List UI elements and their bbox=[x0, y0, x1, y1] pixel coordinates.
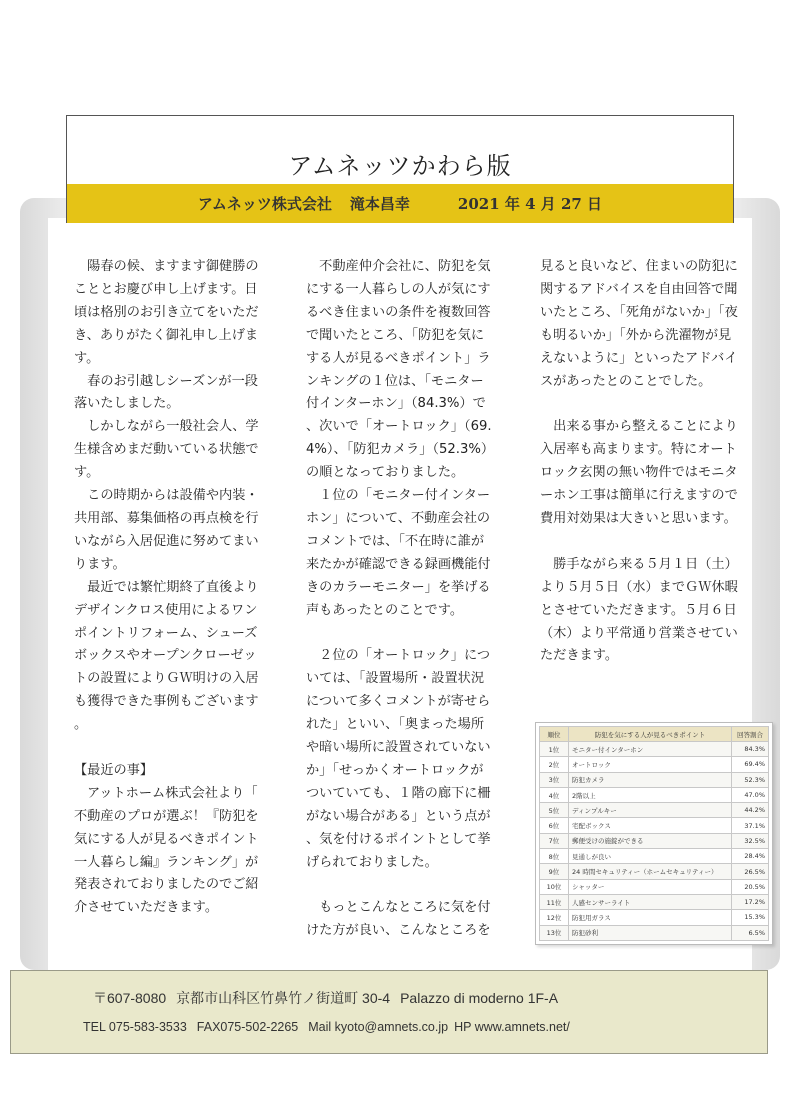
percent-cell: 47.0% bbox=[732, 787, 769, 802]
rank-cell: 5位 bbox=[540, 803, 569, 818]
rank-cell: 3位 bbox=[540, 772, 569, 787]
percent-cell: 69.4% bbox=[732, 757, 769, 772]
fax-number: FAX075-502-2265 bbox=[196, 1020, 299, 1034]
paragraph: この時期からは設備や内装・共用部、募集価格の再点検を行いながら入居促進に努めてまいります。 bbox=[74, 488, 259, 572]
rank-cell: 6位 bbox=[540, 818, 569, 833]
article-column-2 bbox=[306, 256, 496, 943]
paragraph: 勝手ながら来る５月１日（土）より５月５日（水）までＧＷ休暇とさせていただきます。５月６日（木）より平常通り営業させていただきます。 bbox=[540, 556, 738, 664]
rank-cell: 1位 bbox=[540, 742, 569, 757]
rank-cell: 12位 bbox=[540, 910, 569, 925]
table-row bbox=[540, 864, 769, 879]
ranking-body bbox=[540, 742, 769, 941]
article-column-1 bbox=[74, 256, 268, 920]
website-link[interactable]: HP www.amnets.net/ bbox=[454, 1020, 570, 1034]
author-band bbox=[67, 184, 733, 223]
table-row bbox=[540, 757, 769, 772]
author-name: 滝本昌幸 bbox=[349, 195, 410, 213]
blank-line bbox=[540, 393, 740, 416]
table-row bbox=[540, 742, 769, 757]
rank-cell: 11位 bbox=[540, 894, 569, 909]
table-row bbox=[540, 787, 769, 802]
paragraph: 陽春の候、ますます御健勝のこととお慶び申し上げます。日頃は格別のお引き立てをいただき、ありがたく御礼申し上げます。 bbox=[74, 259, 259, 366]
rank-cell: 4位 bbox=[540, 787, 569, 802]
header-rank: 順位 bbox=[540, 727, 569, 742]
header-point: 防犯を気にする人が見るべきポイント bbox=[569, 727, 732, 742]
point-cell: ディンプルキー bbox=[569, 803, 732, 818]
table-row bbox=[540, 772, 769, 787]
rank-cell: 8位 bbox=[540, 849, 569, 864]
issue-date: 2021 年 4 月 27 日 bbox=[457, 195, 603, 213]
section-heading: 【最近の事】 bbox=[74, 762, 154, 778]
blank-line bbox=[306, 623, 496, 646]
table-row bbox=[540, 879, 769, 894]
percent-cell: 28.4% bbox=[732, 849, 769, 864]
company-name: アムネッツ株式会社 bbox=[197, 195, 332, 213]
point-cell: 2階以上 bbox=[569, 787, 732, 802]
paragraph: １位の「モニター付インターホン」について、不動産会社のコメントでは、「不在時に誰が来たかが確認できる録画機能付きのカラーモニター」を挙げる声もあったとのことです。 bbox=[306, 488, 491, 618]
percent-cell: 37.1% bbox=[732, 818, 769, 833]
paragraph: 見ると良いなど、住まいの防犯に関するアドバイスを自由回答で聞いたところ、「死角がないか」「夜も明るいか」「外から洗濯物が見えないように」といったアドバイスがあったとのことでした。 bbox=[540, 259, 738, 389]
point-cell: 防犯用ガラス bbox=[569, 910, 732, 925]
percent-cell: 84.3% bbox=[732, 742, 769, 757]
table-row bbox=[540, 818, 769, 833]
point-cell: 防犯砂利 bbox=[569, 925, 732, 940]
newsletter-header bbox=[66, 115, 734, 223]
point-cell: シャッター bbox=[569, 879, 732, 894]
article-column-3 bbox=[540, 256, 740, 668]
street-address: 京都市山科区竹鼻竹ノ街道町 30-4 bbox=[176, 990, 391, 1006]
paragraph: もっとこんなところに気を付けた方が良い、こんなところを bbox=[306, 900, 491, 939]
blank-line bbox=[74, 737, 268, 760]
ranking-table-image bbox=[535, 722, 773, 945]
rank-cell: 2位 bbox=[540, 757, 569, 772]
point-cell: 人感センサーライト bbox=[569, 894, 732, 909]
paragraph: しかしながら一般社会人、学生様含めまだ動いている状態です。 bbox=[74, 419, 259, 481]
paragraph: ２位の「オートロック」については、「設置場所・設置状況について多くコメントが寄せられた」といい、「奥まった場所や暗い場所に設置されていないか」「せっかくオートロックがついていても、１階の廊下に柵がない場合がある」という点が、気を付けるポイントとして挙げられておりました。 bbox=[306, 648, 491, 870]
paragraph: 不動産仲介会社に、防犯を気にする一人暮らしの人が気にするべき住まいの条件を複数回答で聞いたところ、「防犯を気にする人が見るべきポイント」ランキングの１位は、「モニター付インターホン」（84.3%）で、次いで「オートロック」（69.4%）、「防犯カメラ」（52.3%）の順となっておりました。 bbox=[306, 259, 495, 481]
ranking-table bbox=[539, 726, 769, 941]
newsletter-title: アムネッツかわら版 bbox=[288, 152, 512, 180]
point-cell: 見通しが良い bbox=[569, 849, 732, 864]
table-row bbox=[540, 925, 769, 940]
paragraph: 最近では繁忙期終了直後よりデザインクロス使用によるワンポイントリフォーム、シューズボックスやオープンクローゼットの設置によりＧＷ明けの入居も獲得できた事例もございます。 bbox=[74, 579, 259, 733]
rank-cell: 13位 bbox=[540, 925, 569, 940]
point-cell: モニター付インターホン bbox=[569, 742, 732, 757]
table-row bbox=[540, 803, 769, 818]
postal-code: 〒607-8080 bbox=[93, 990, 167, 1006]
email-link[interactable]: Mail kyoto@amnets.co.jp bbox=[308, 1020, 449, 1034]
paragraph: アットホーム株式会社より「不動産のプロが選ぶ！『防犯を気にする人が見るべきポイント 一人暮らし編』ランキング」が発表されておりましたのでご紹介させていただきます。 bbox=[74, 785, 263, 916]
blank-line bbox=[540, 531, 740, 554]
table-row bbox=[540, 910, 769, 925]
footer-address-line bbox=[93, 988, 558, 1008]
percent-cell: 20.5% bbox=[732, 879, 769, 894]
percent-cell: 32.5% bbox=[732, 833, 769, 848]
rank-cell: 9位 bbox=[540, 864, 569, 879]
header-percent: 回答割合 bbox=[732, 727, 769, 742]
footer-contact bbox=[10, 970, 768, 1054]
paragraph: 春のお引越しシーズンが一段落いたしました。 bbox=[74, 373, 258, 412]
percent-cell: 26.5% bbox=[732, 864, 769, 879]
point-cell: 郵便受けの施錠ができる bbox=[569, 833, 732, 848]
table-row bbox=[540, 833, 769, 848]
percent-cell: 6.5% bbox=[732, 925, 769, 940]
percent-cell: 17.2% bbox=[732, 894, 769, 909]
percent-cell: 44.2% bbox=[732, 803, 769, 818]
percent-cell: 52.3% bbox=[732, 772, 769, 787]
building-name: Palazzo di moderno 1F-A bbox=[400, 990, 559, 1006]
point-cell: 24 時間セキュリティー（ホームセキュリティー） bbox=[569, 864, 732, 879]
point-cell: 宅配ボックス bbox=[569, 818, 732, 833]
rank-cell: 7位 bbox=[540, 833, 569, 848]
table-row bbox=[540, 849, 769, 864]
blank-line bbox=[306, 874, 496, 897]
rank-cell: 10位 bbox=[540, 879, 569, 894]
percent-cell: 15.3% bbox=[732, 910, 769, 925]
point-cell: オートロック bbox=[569, 757, 732, 772]
table-row bbox=[540, 894, 769, 909]
phone-number: TEL 075-583-3533 bbox=[83, 1020, 187, 1034]
footer-contact-line bbox=[83, 1020, 570, 1034]
point-cell: 防犯カメラ bbox=[569, 772, 732, 787]
paragraph: 出来る事から整えることにより入居率も高まります。特にオートロック玄関の無い物件ではモニターホン工事は簡単に行えますので費用対効果は大きいと思います。 bbox=[540, 419, 738, 526]
